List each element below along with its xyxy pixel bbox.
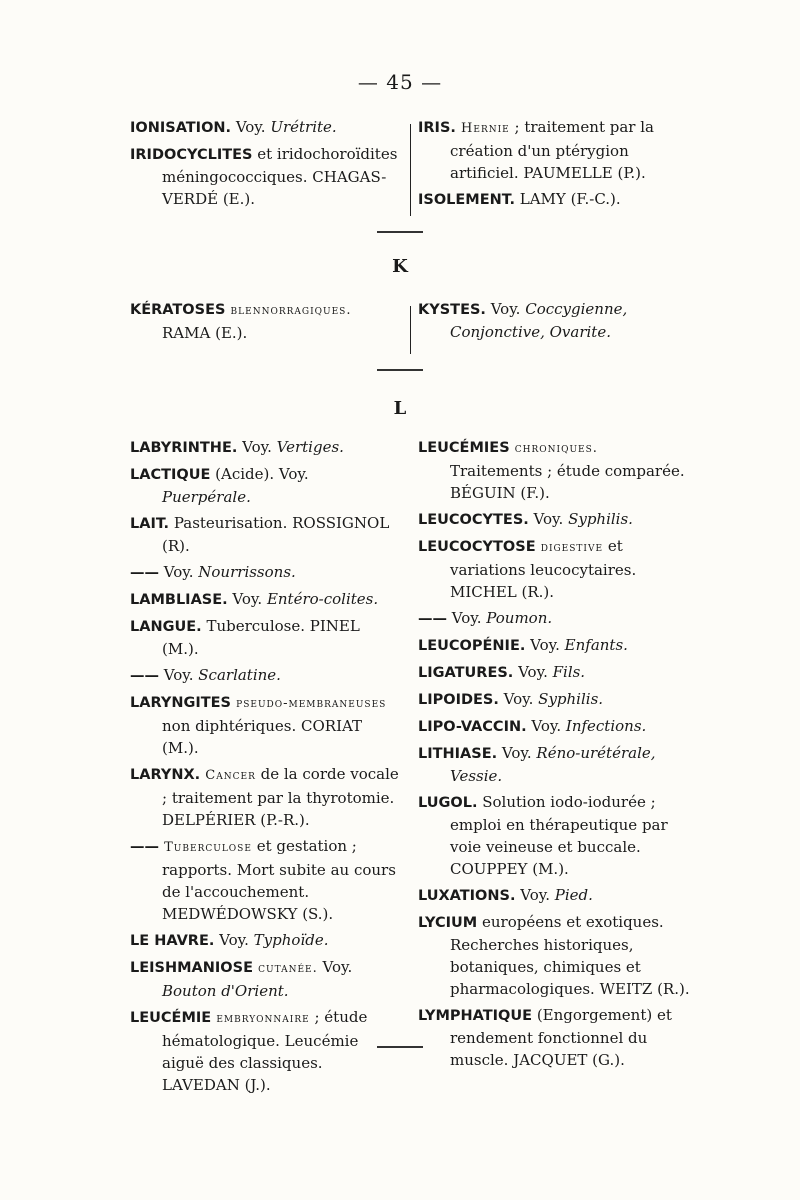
entry-head: KYSTES. bbox=[418, 302, 486, 318]
index-entry bbox=[130, 298, 400, 344]
index-entry bbox=[130, 116, 400, 139]
entry-head: LE HAVRE. bbox=[130, 933, 215, 949]
entry-rest: Voy. bbox=[497, 744, 537, 762]
index-entry bbox=[130, 615, 400, 660]
index-entry bbox=[130, 143, 400, 210]
entry-head: LYMPHATIQUE bbox=[418, 1008, 533, 1024]
index-entry bbox=[130, 436, 400, 459]
entry-rest: Traitements ; étude comparée. BÉGUIN (F.). bbox=[450, 462, 685, 502]
entry-head: —— bbox=[418, 611, 447, 627]
column-right bbox=[418, 298, 690, 348]
entry-italic: Urétrite. bbox=[270, 118, 337, 136]
entry-italic: Syphilis. bbox=[568, 510, 633, 528]
entry-rest: Solution iodo-iodurée ; emploi en thérapeutique par voie veineuse et buccale. COUPPEY (M.). bbox=[450, 793, 668, 878]
entry-rest: ; traitement par la création d'un ptérygion artificiel. PAUMELLE (P.). bbox=[450, 118, 654, 182]
index-entry bbox=[418, 884, 690, 907]
index-entry bbox=[130, 929, 400, 952]
entry-head: LYCIUM bbox=[418, 915, 478, 931]
entry-rest: Pasteurisation. ROSSIGNOL (R). bbox=[162, 514, 390, 555]
entry-sc: digestive bbox=[535, 540, 604, 555]
index-entry bbox=[418, 661, 690, 684]
entry-rest: Voy. bbox=[237, 438, 277, 456]
entry-head: —— bbox=[130, 668, 159, 684]
column-left bbox=[130, 298, 400, 348]
entry-head: KÉRATOSES bbox=[130, 302, 226, 318]
column-divider bbox=[410, 124, 411, 216]
index-entry bbox=[418, 688, 690, 711]
entry-rest: Voy. bbox=[227, 590, 267, 608]
index-entry bbox=[130, 463, 400, 508]
entry-head: LIPOIDES. bbox=[418, 692, 499, 708]
index-entry bbox=[418, 116, 690, 184]
index-entry bbox=[130, 763, 400, 831]
entry-rest: LAMY (F.-C.). bbox=[514, 190, 621, 208]
index-entry bbox=[418, 188, 690, 211]
column-right bbox=[418, 116, 690, 215]
entry-head: LEISHMANIOSE bbox=[130, 960, 253, 976]
entry-head: LUXATIONS. bbox=[418, 888, 516, 904]
page-number: — 45 — bbox=[357, 70, 443, 94]
entry-italic: Bouton d'Orient. bbox=[162, 982, 289, 1000]
entry-italic: Scarlatine. bbox=[198, 666, 281, 684]
column-left bbox=[130, 116, 400, 215]
entry-rest: de la corde vocale ; traitement par la thyrotomie. DELPÉRIER (P.-R.). bbox=[162, 765, 399, 829]
entry-italic: Enfants. bbox=[564, 636, 628, 654]
entry-rest: Voy. bbox=[317, 958, 353, 976]
entry-rest: et variations leucocytaires. MICHEL (R.). bbox=[450, 537, 637, 601]
column-left bbox=[130, 436, 400, 1100]
entry-rest: non diphtériques. CORIAT (M.). bbox=[162, 717, 363, 757]
entry-head: LUGOL. bbox=[418, 795, 478, 811]
entry-rest: (Acide). Voy. bbox=[210, 465, 309, 483]
index-entry bbox=[418, 1004, 690, 1071]
index-entry bbox=[418, 535, 690, 603]
index-entry bbox=[130, 512, 400, 557]
section-i bbox=[130, 116, 690, 215]
entry-head: LITHIASE. bbox=[418, 746, 498, 762]
entry-sc: chroniques. bbox=[509, 441, 598, 456]
index-entry bbox=[130, 956, 400, 1002]
index-entry bbox=[418, 298, 690, 343]
entry-head: LARYNGITES bbox=[130, 695, 232, 711]
index-entry bbox=[130, 588, 400, 611]
entry-sc: Cancer bbox=[200, 768, 256, 783]
entry-rest: RAMA (E.). bbox=[162, 324, 248, 342]
entry-head: LARYNX. bbox=[130, 767, 201, 783]
index-entry bbox=[418, 436, 690, 504]
entry-head: —— bbox=[130, 565, 159, 581]
entry-rest: Voy. bbox=[485, 300, 526, 318]
entry-italic: Réno-urétérale, Vessie. bbox=[450, 744, 656, 785]
entry-italic: Nourrissons. bbox=[198, 563, 296, 581]
index-entry bbox=[418, 508, 690, 531]
entry-head: LEUCOCYTES. bbox=[418, 512, 529, 528]
letter-heading-l: L bbox=[393, 398, 407, 419]
entry-head: ISOLEMENT. bbox=[418, 192, 515, 208]
index-entry bbox=[418, 607, 690, 630]
separator-rule bbox=[377, 231, 423, 233]
index-entry bbox=[418, 911, 690, 1000]
index-entry bbox=[418, 634, 690, 657]
entry-italic: Vertiges. bbox=[276, 438, 344, 456]
entry-head: LEUCÉMIES bbox=[418, 440, 510, 456]
entry-sc: embryonnaire bbox=[211, 1011, 310, 1026]
entry-head: IRIS. bbox=[418, 120, 456, 136]
entry-head: IRIDOCYCLITES bbox=[130, 147, 253, 163]
separator-rule bbox=[377, 369, 423, 371]
section-l bbox=[130, 436, 690, 1100]
entry-rest: Voy. bbox=[528, 510, 569, 528]
entry-head: LIPO-VACCIN. bbox=[418, 719, 527, 735]
entry-rest: et iridochoroïdites méningococciques. CHAGAS-VERDÉ (E.). bbox=[162, 145, 398, 208]
entry-head: LEUCOCYTOSE bbox=[418, 539, 536, 555]
entry-italic: Poumon. bbox=[486, 609, 553, 627]
entry-rest: Voy. bbox=[513, 663, 553, 681]
entry-sc: Hernie bbox=[455, 121, 510, 136]
entry-rest: Voy. bbox=[525, 636, 565, 654]
entry-rest: Voy. bbox=[159, 563, 199, 581]
entry-rest: Voy. bbox=[498, 690, 539, 708]
entry-sc: cutanée. bbox=[252, 961, 318, 976]
entry-head: IONISATION. bbox=[130, 120, 232, 136]
entry-head: LABYRINTHE. bbox=[130, 440, 238, 456]
entry-italic: Coccygienne, Conjonctive, Ovarite. bbox=[450, 300, 628, 341]
entry-head: LAIT. bbox=[130, 516, 170, 532]
index-entry bbox=[130, 664, 400, 687]
entry-head: LAMBLIASE. bbox=[130, 592, 228, 608]
entry-italic: Fils. bbox=[552, 663, 586, 681]
index-entry bbox=[418, 791, 690, 880]
column-right bbox=[418, 436, 690, 1100]
entry-rest: Voy. bbox=[214, 931, 254, 949]
entry-head: LIGATURES. bbox=[418, 665, 514, 681]
entry-head: LEUCÉMIE bbox=[130, 1010, 212, 1026]
entry-sc: pseudo-membraneuses bbox=[231, 696, 387, 711]
entry-rest: Voy. bbox=[159, 666, 199, 684]
entry-sc: blennorragiques. bbox=[225, 303, 352, 318]
index-entry bbox=[130, 1006, 400, 1096]
entry-head: —— bbox=[130, 839, 159, 855]
entry-rest: Voy. bbox=[231, 118, 271, 136]
entry-head: LANGUE. bbox=[130, 619, 202, 635]
section-k bbox=[130, 298, 690, 348]
entry-head: LEUCOPÉNIE. bbox=[418, 638, 526, 654]
entry-head: LACTIQUE bbox=[130, 467, 211, 483]
entry-sc: Tuberculose bbox=[159, 840, 252, 855]
index-entry bbox=[130, 691, 400, 759]
entry-italic: Infections. bbox=[565, 717, 647, 735]
entry-rest: Voy. bbox=[526, 717, 566, 735]
letter-heading-k: K bbox=[392, 256, 408, 277]
entry-italic: Syphilis. bbox=[538, 690, 604, 708]
entry-italic: Puerpérale. bbox=[162, 488, 251, 506]
entry-rest: Tuberculose. PINEL (M.). bbox=[162, 617, 360, 658]
entry-rest: (Engorgement) et rendement fonctionnel du muscle. JACQUET (G.). bbox=[450, 1006, 672, 1069]
entry-rest: Voy. bbox=[447, 609, 487, 627]
entry-italic: Pied. bbox=[554, 886, 593, 904]
index-entry bbox=[130, 835, 400, 925]
index-entry bbox=[418, 715, 690, 738]
entry-italic: Entéro-colites. bbox=[266, 590, 379, 608]
column-divider bbox=[410, 306, 411, 354]
index-entry bbox=[130, 561, 400, 584]
entry-rest: et gestation ; rapports. Mort subite au cours de l'accouchement. MEDWÉDOWSKY (S.). bbox=[162, 837, 396, 923]
entry-rest: ; étude hématologique. Leucémie aiguë des classiques. LAVEDAN (J.). bbox=[162, 1008, 368, 1094]
index-entry bbox=[418, 742, 690, 787]
entry-rest: européens et exotiques. Recherches historiques, botaniques, chimiques et pharmacologiques. WEITZ (R.). bbox=[450, 913, 690, 998]
separator-rule bbox=[377, 1046, 423, 1048]
entry-rest: Voy. bbox=[515, 886, 555, 904]
entry-italic: Typhoïde. bbox=[253, 931, 329, 949]
